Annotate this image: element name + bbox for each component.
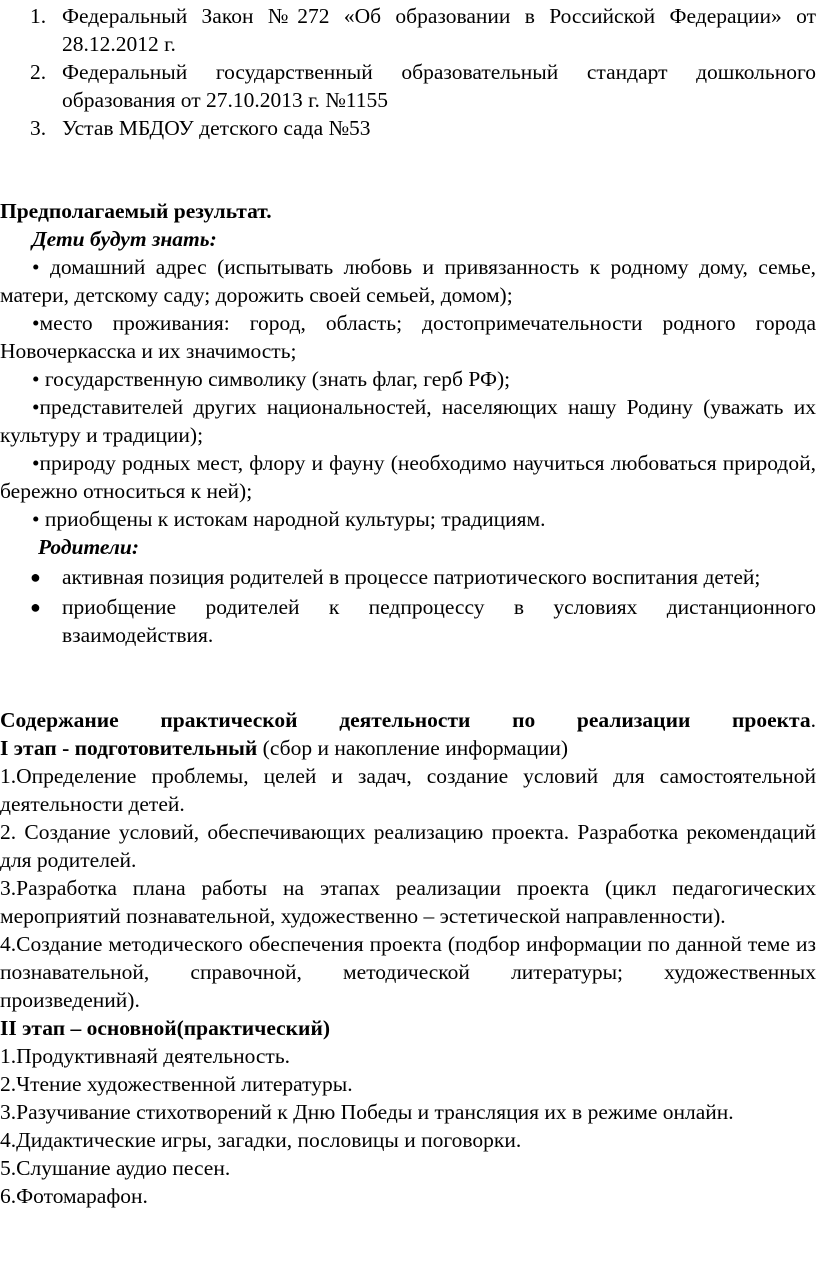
paragraph: 2. Создание условий, обеспечивающих реализацию проекта. Разработка рекомендаций для родителей.: [0, 820, 816, 872]
paragraph: 1.Продуктивнаяй деятельность.: [0, 1044, 291, 1068]
subheading-children: Дети будут знать:: [32, 227, 217, 251]
list-number: 3.: [30, 116, 47, 140]
list-number: 2.: [30, 60, 47, 84]
paragraph: 6.Фотомарафон.: [0, 1184, 148, 1208]
result-section: [0, 197, 816, 649]
stage1-note: (сбор и накопление информации): [257, 736, 568, 760]
list-item-text: приобщение родителей к педпроцессу в условиях дистанционного взаимодействия.: [62, 595, 816, 647]
references-list: [0, 2, 816, 142]
section-heading: Предполагаемый результат.: [0, 199, 272, 223]
bullet-icon: ●: [30, 567, 41, 587]
subheading-parents: Родители:: [38, 535, 140, 559]
paragraph: • приобщены к истокам народной культуры; традициям.: [32, 507, 546, 531]
paragraph: • домашний адрес (испытывать любовь и привязанность к родному дому, семье, матери, детскому саду; дорожить своей семьей, домом);: [0, 255, 816, 307]
section-heading: [0, 706, 816, 734]
list-item: [0, 114, 816, 142]
paragraph: •место проживания: город, область; достопримечательности родного города Новочеркасска и их значимость;: [0, 311, 816, 363]
list-item-text: Федеральный государственный образовательный стандарт дошкольного образования от 27.10.2013 г. №1155: [62, 60, 816, 112]
list-item: [0, 58, 816, 114]
paragraph: 4.Дидактические игры, загадки, пословицы и поговорки.: [0, 1128, 522, 1152]
list-item: [0, 563, 816, 591]
stage1-heading: [0, 734, 816, 762]
heading-dot: .: [810, 708, 816, 732]
list-item: [0, 2, 816, 58]
paragraph: • государственную символику (знать флаг, герб РФ);: [32, 367, 511, 391]
paragraph: 1.Определение проблемы, целей и задач, создание условий для самостоятельной деятельности детей.: [0, 764, 816, 816]
stage2-title: II этап – основной(практический): [0, 1016, 330, 1040]
list-item-text: активная позиция родителей в процессе патриотического воспитания детей;: [62, 565, 761, 589]
list-number: 1.: [30, 4, 47, 28]
bullet-icon: ●: [30, 597, 41, 617]
list-item-text: Устав МБДОУ детского сада №53: [62, 116, 371, 140]
list-item-text: Федеральный Закон №272 «Об образовании в Российской Федерации» от 28.12.2012 г.: [62, 4, 816, 56]
paragraph: 4.Создание методического обеспечения проекта (подбор информации по данной теме из познавательной, справочной, методической литературы; художественных произведений).: [0, 932, 816, 1012]
paragraph: 3.Разработка плана работы на этапах реализации проекта (цикл педагогических мероприятий познавательной, художественно – эстетической направленности).: [0, 876, 816, 928]
paragraph: •представителей других национальностей, населяющих нашу Родину (уважать их культуру и традиции);: [0, 395, 816, 447]
content-section: [0, 706, 816, 1210]
stage1-title: I этап - подготовительный: [0, 736, 258, 760]
section-heading-text: Содержание практической деятельности по реализации проекта: [0, 708, 811, 732]
paragraph: 2.Чтение художественной литературы.: [0, 1072, 353, 1096]
paragraph: 3.Разучивание стихотворений к Дню Победы и трансляция их в режиме онлайн.: [0, 1100, 734, 1124]
paragraph: •природу родных мест, флору и фауну (необходимо научиться любоваться природой, бережно относиться к ней);: [0, 451, 816, 503]
paragraph: 5.Слушание аудио песен.: [0, 1156, 231, 1180]
list-item: [0, 593, 816, 649]
parents-list: [0, 563, 816, 649]
